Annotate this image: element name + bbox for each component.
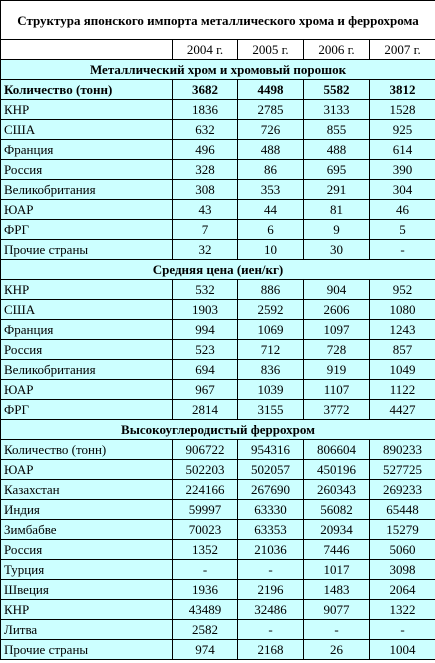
row-value: - — [173, 560, 238, 580]
table-row — [1, 160, 435, 180]
table-row — [1, 140, 435, 160]
row-label: Индия — [1, 500, 173, 520]
row-value: 2582 — [173, 620, 238, 640]
row-value: 1322 — [370, 600, 435, 620]
row-value: 3682 — [173, 80, 238, 100]
row-value: 1017 — [304, 560, 370, 580]
row-value: 614 — [370, 140, 435, 160]
row-value: 502057 — [238, 460, 304, 480]
table-row — [1, 560, 435, 580]
table-row — [1, 380, 435, 400]
row-value: 6 — [238, 220, 304, 240]
row-value: 728 — [304, 340, 370, 360]
row-value: 1528 — [370, 100, 435, 120]
table-row — [1, 460, 435, 480]
row-value: 2785 — [238, 100, 304, 120]
row-value: 308 — [173, 180, 238, 200]
row-label: Литва — [1, 620, 173, 640]
row-value: 527725 — [370, 460, 435, 480]
row-value: 919 — [304, 360, 370, 380]
row-value: 1049 — [370, 360, 435, 380]
row-value: 4427 — [370, 400, 435, 420]
row-value: 906722 — [173, 440, 238, 460]
row-value: 224166 — [173, 480, 238, 500]
table-row — [1, 120, 435, 140]
row-value: 1069 — [238, 320, 304, 340]
row-label: Турция — [1, 560, 173, 580]
row-value: 43489 — [173, 600, 238, 620]
year-header-row — [1, 40, 435, 60]
row-value: 63353 — [238, 520, 304, 540]
row-value: 26 — [304, 640, 370, 660]
row-label: Швеция — [1, 580, 173, 600]
year-header: 2004 г. — [173, 40, 238, 60]
row-value: 30 — [304, 240, 370, 260]
table-title-row — [1, 1, 435, 40]
table-row — [1, 320, 435, 340]
row-value: 954316 — [238, 440, 304, 460]
row-value: 260343 — [304, 480, 370, 500]
row-value: - — [370, 240, 435, 260]
row-label: КНР — [1, 600, 173, 620]
row-value: 488 — [304, 140, 370, 160]
corner-cell — [1, 40, 173, 60]
row-value: 3133 — [304, 100, 370, 120]
table-row — [1, 600, 435, 620]
row-value: 836 — [238, 360, 304, 380]
section-heading: Металлический хром и хромовый порошок — [1, 60, 435, 80]
table-row — [1, 100, 435, 120]
row-value: 10 — [238, 240, 304, 260]
row-value: 291 — [304, 180, 370, 200]
year-header: 2006 г. — [304, 40, 370, 60]
row-value: 21036 — [238, 540, 304, 560]
row-value: 5582 — [304, 80, 370, 100]
row-value: 855 — [304, 120, 370, 140]
row-value: 43 — [173, 200, 238, 220]
row-value: 2606 — [304, 300, 370, 320]
row-value: 1004 — [370, 640, 435, 660]
row-label: ЮАР — [1, 460, 173, 480]
row-value: 694 — [173, 360, 238, 380]
row-value: 496 — [173, 140, 238, 160]
row-value: 5060 — [370, 540, 435, 560]
table-row — [1, 240, 435, 260]
row-value: 4498 — [238, 80, 304, 100]
table-row — [1, 200, 435, 220]
row-value: 502203 — [173, 460, 238, 480]
row-value: 9 — [304, 220, 370, 240]
row-value: 44 — [238, 200, 304, 220]
section-heading: Высокоуглеродистый феррохром — [1, 420, 435, 440]
row-value: 886 — [238, 280, 304, 300]
row-value: 2064 — [370, 580, 435, 600]
row-value: 269233 — [370, 480, 435, 500]
row-value: 86 — [238, 160, 304, 180]
row-value: 994 — [173, 320, 238, 340]
row-value: 20934 — [304, 520, 370, 540]
year-header: 2007 г. — [370, 40, 435, 60]
row-label: Франция — [1, 320, 173, 340]
row-value: 2168 — [238, 640, 304, 660]
row-value: 925 — [370, 120, 435, 140]
row-label: Казахстан — [1, 480, 173, 500]
table-row — [1, 620, 435, 640]
table-row — [1, 180, 435, 200]
row-value: 532 — [173, 280, 238, 300]
row-value: 1483 — [304, 580, 370, 600]
row-value: 65448 — [370, 500, 435, 520]
row-value: 904 — [304, 280, 370, 300]
row-value: 46 — [370, 200, 435, 220]
row-value: 56082 — [304, 500, 370, 520]
row-label: ФРГ — [1, 220, 173, 240]
table-row — [1, 300, 435, 320]
row-value: 1836 — [173, 100, 238, 120]
row-value: 353 — [238, 180, 304, 200]
row-value: 952 — [370, 280, 435, 300]
table-row — [1, 480, 435, 500]
row-value: 1107 — [304, 380, 370, 400]
row-value: 328 — [173, 160, 238, 180]
row-value: 974 — [173, 640, 238, 660]
table-row — [1, 520, 435, 540]
table-row — [1, 360, 435, 380]
row-value: 450196 — [304, 460, 370, 480]
row-value: 726 — [238, 120, 304, 140]
row-value: 3155 — [238, 400, 304, 420]
section-heading: Средняя цена (иен/кг) — [1, 260, 435, 280]
row-value: 63330 — [238, 500, 304, 520]
row-label: Франция — [1, 140, 173, 160]
row-label: США — [1, 120, 173, 140]
row-label: Великобритания — [1, 360, 173, 380]
row-value: 967 — [173, 380, 238, 400]
row-value: 15279 — [370, 520, 435, 540]
row-value: 81 — [304, 200, 370, 220]
row-label: КНР — [1, 100, 173, 120]
row-label: США — [1, 300, 173, 320]
row-value: 1097 — [304, 320, 370, 340]
row-value: 3812 — [370, 80, 435, 100]
section-header-row — [1, 260, 435, 280]
row-value: - — [238, 620, 304, 640]
row-label: Количество (тонн) — [1, 440, 173, 460]
row-value: 59997 — [173, 500, 238, 520]
row-value: 1039 — [238, 380, 304, 400]
row-label: Прочие страны — [1, 640, 173, 660]
table-row — [1, 80, 435, 100]
row-value: 5 — [370, 220, 435, 240]
row-label: Количество (тонн) — [1, 80, 173, 100]
row-label: ФРГ — [1, 400, 173, 420]
table-row — [1, 580, 435, 600]
table-row — [1, 340, 435, 360]
row-value: 632 — [173, 120, 238, 140]
row-value: 1122 — [370, 380, 435, 400]
row-value: 1243 — [370, 320, 435, 340]
row-value: - — [238, 560, 304, 580]
row-value: 890233 — [370, 440, 435, 460]
row-value: 3098 — [370, 560, 435, 580]
table-row — [1, 400, 435, 420]
row-label: Зимбабве — [1, 520, 173, 540]
section-header-row — [1, 420, 435, 440]
table-row — [1, 640, 435, 660]
row-value: 1352 — [173, 540, 238, 560]
row-value: 1903 — [173, 300, 238, 320]
row-label: Великобритания — [1, 180, 173, 200]
row-value: 488 — [238, 140, 304, 160]
row-label: Прочие страны — [1, 240, 173, 260]
row-value: - — [370, 620, 435, 640]
row-label: ЮАР — [1, 380, 173, 400]
year-header: 2005 г. — [238, 40, 304, 60]
table-row — [1, 220, 435, 240]
row-value: 3772 — [304, 400, 370, 420]
row-value: 857 — [370, 340, 435, 360]
row-value: 267690 — [238, 480, 304, 500]
table-row — [1, 540, 435, 560]
row-value: 304 — [370, 180, 435, 200]
table-row — [1, 280, 435, 300]
row-value: 806604 — [304, 440, 370, 460]
row-value: 2196 — [238, 580, 304, 600]
row-value: 70023 — [173, 520, 238, 540]
row-value: 1936 — [173, 580, 238, 600]
row-value: 7 — [173, 220, 238, 240]
row-value: 695 — [304, 160, 370, 180]
row-label: Россия — [1, 540, 173, 560]
table-row — [1, 500, 435, 520]
row-value: 390 — [370, 160, 435, 180]
row-value: 9077 — [304, 600, 370, 620]
section-header-row — [1, 60, 435, 80]
row-label: ЮАР — [1, 200, 173, 220]
table-row — [1, 440, 435, 460]
row-value: - — [304, 620, 370, 640]
row-value: 1080 — [370, 300, 435, 320]
row-label: Россия — [1, 340, 173, 360]
row-value: 32 — [173, 240, 238, 260]
row-value: 7446 — [304, 540, 370, 560]
table-title: Структура японского импорта металлического хрома и феррохрома — [1, 1, 435, 40]
row-value: 32486 — [238, 600, 304, 620]
row-label: КНР — [1, 280, 173, 300]
row-label: Россия — [1, 160, 173, 180]
row-value: 2592 — [238, 300, 304, 320]
row-value: 712 — [238, 340, 304, 360]
row-value: 2814 — [173, 400, 238, 420]
row-value: 523 — [173, 340, 238, 360]
